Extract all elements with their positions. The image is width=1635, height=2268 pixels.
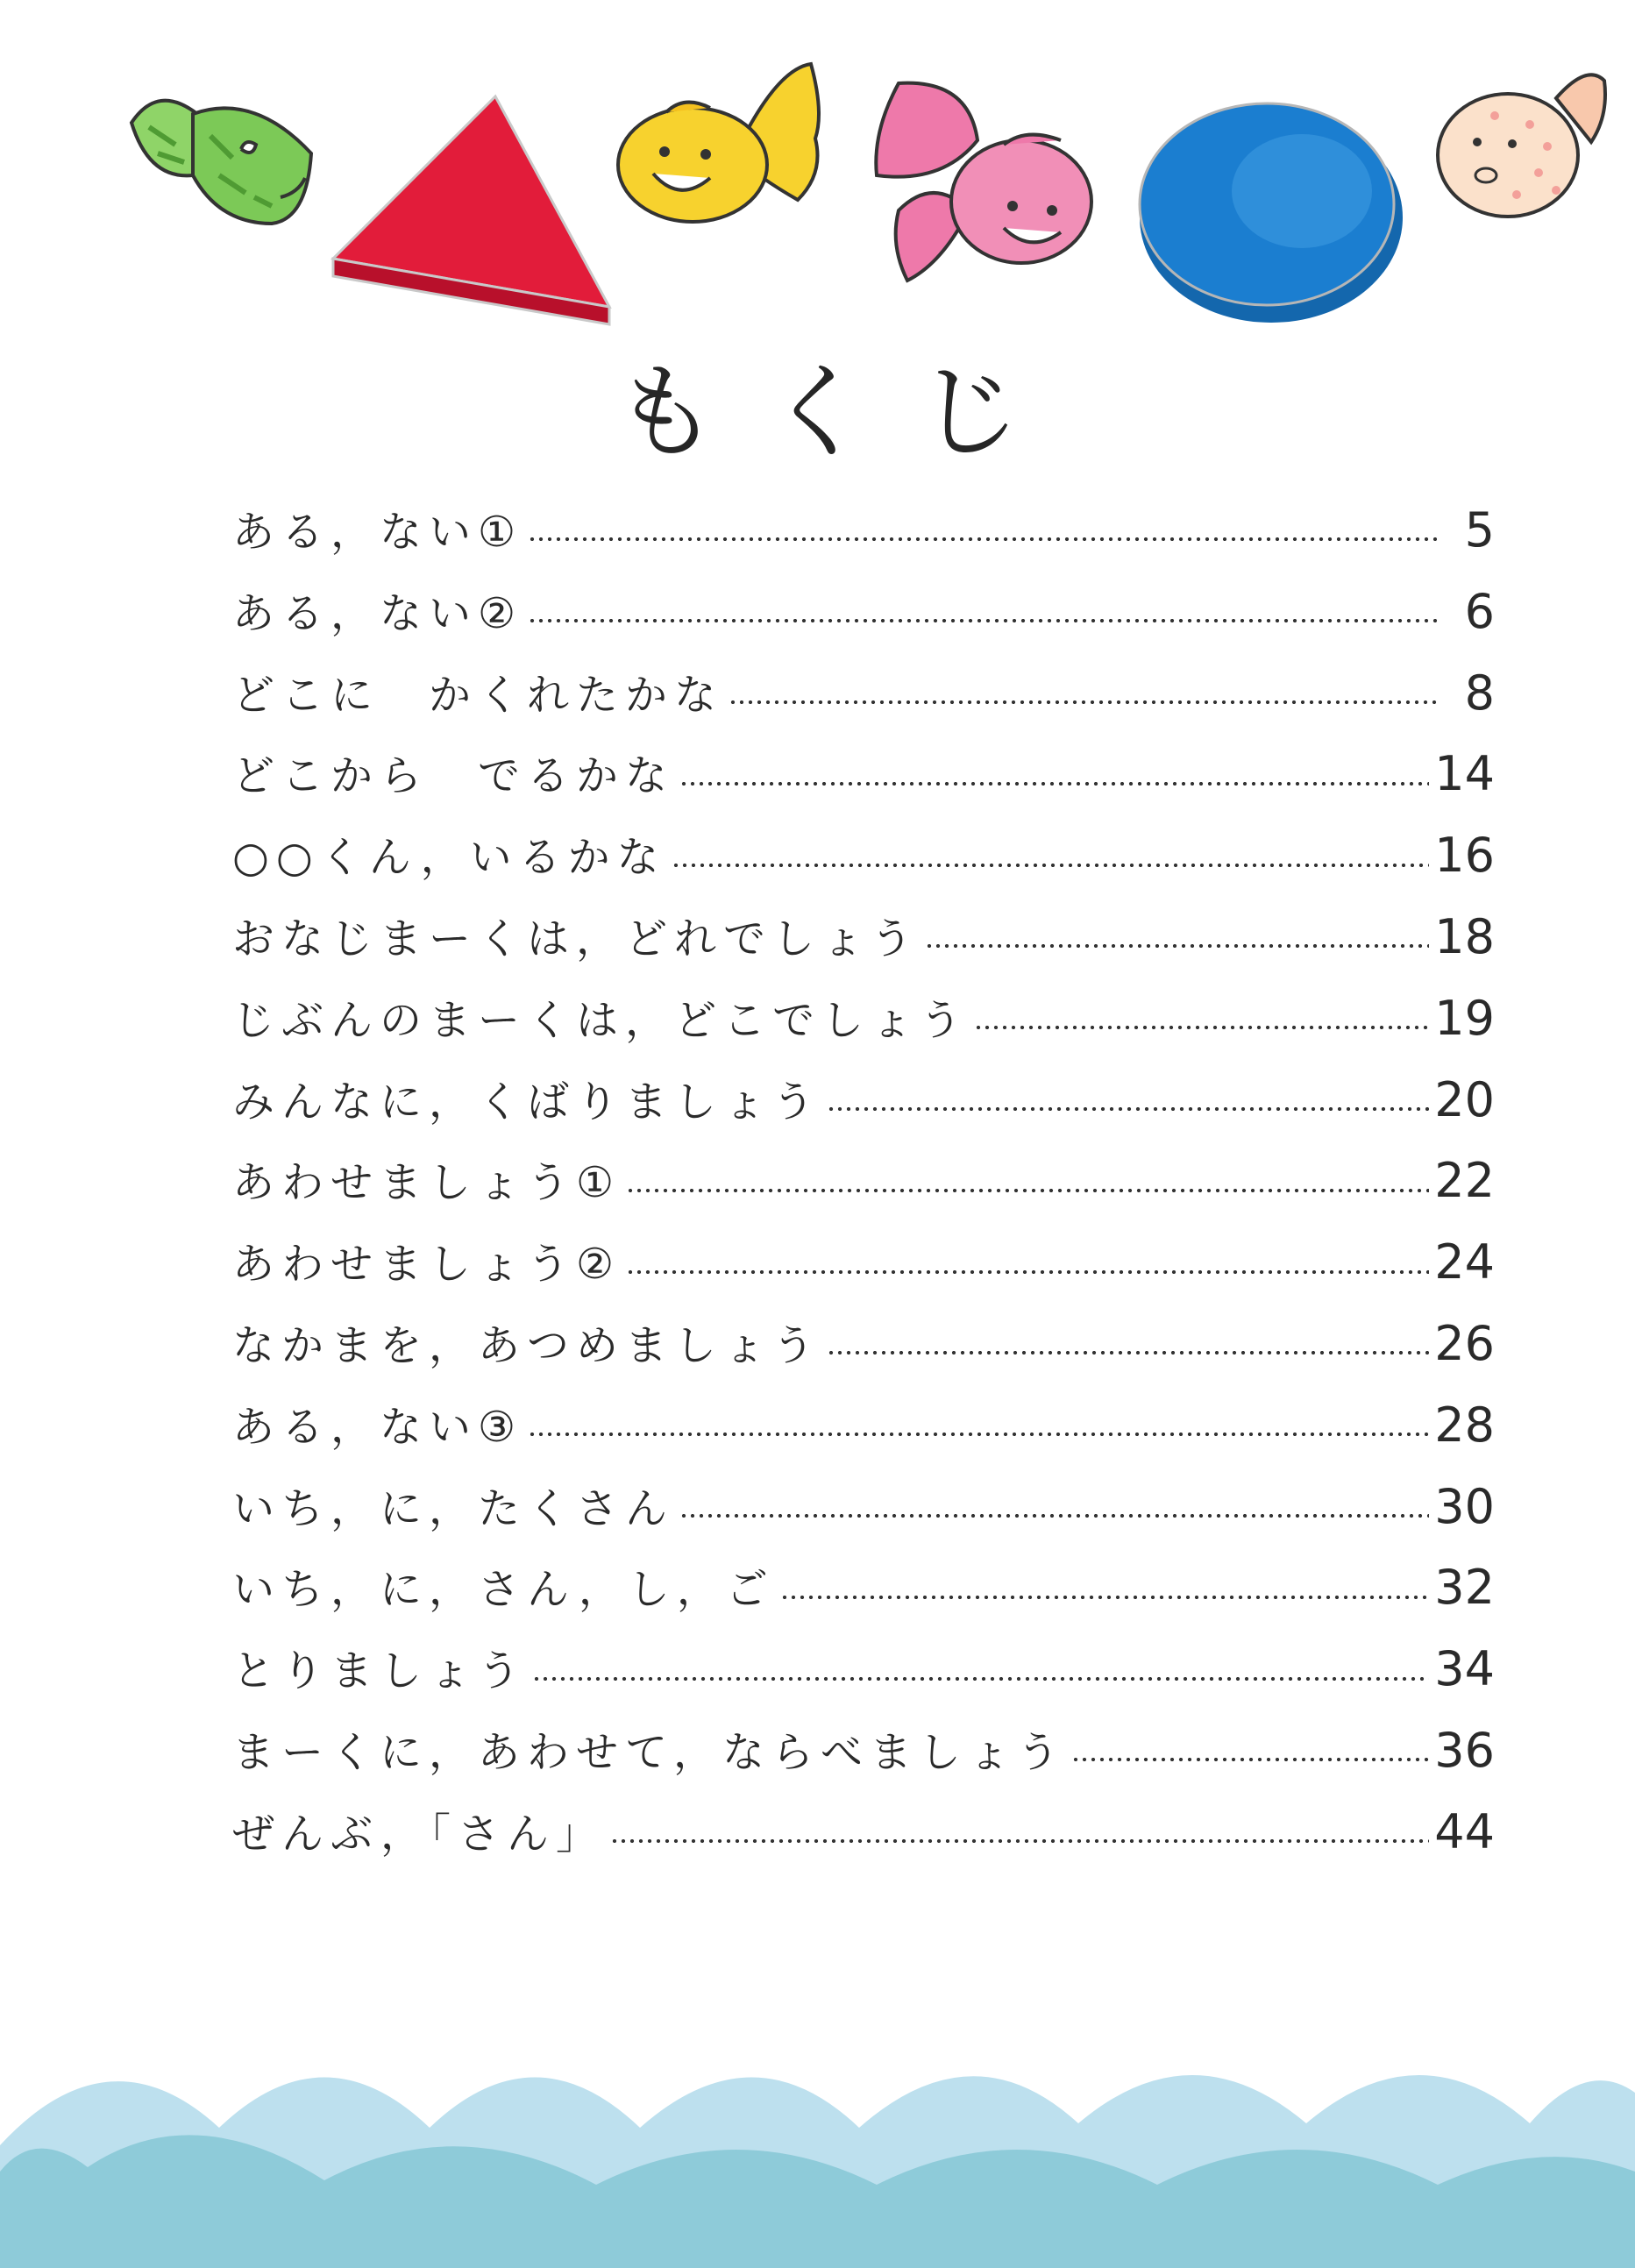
toc-entry[interactable] (232, 1065, 1495, 1147)
toc-entry-page: 18 (1434, 908, 1495, 964)
blue-circle-illustration (1135, 95, 1407, 327)
toc-entry-label: いち，に，たくさん (232, 1483, 675, 1533)
toc-entry[interactable] (232, 902, 1495, 984)
toc-entry-label: ある，ない③ (232, 1402, 523, 1452)
yellow-fish-illustration (614, 60, 824, 231)
toc-entry-label: とりましょう (232, 1646, 528, 1696)
dot-leader (528, 537, 1437, 541)
toc-entry[interactable] (232, 1309, 1495, 1390)
dot-leader (528, 619, 1437, 622)
table-of-contents (232, 495, 1495, 1879)
toc-entry[interactable] (232, 1634, 1495, 1716)
toc-entry[interactable] (232, 739, 1495, 821)
toc-entry-page: 19 (1434, 990, 1495, 1046)
toc-entry[interactable] (232, 821, 1495, 902)
toc-entry-page: 8 (1464, 665, 1495, 721)
toc-entry-label: じぶんのまーくは，どこでしょう (232, 995, 970, 1045)
toc-entry-page: 30 (1434, 1478, 1495, 1534)
toc-entry-label: あわせましょう① (232, 1158, 622, 1208)
dot-leader (626, 1189, 1429, 1192)
toc-entry-page: 6 (1464, 583, 1495, 639)
dot-leader (532, 1677, 1429, 1681)
toc-entry-page: 24 (1434, 1234, 1495, 1290)
dot-leader (780, 1596, 1429, 1599)
dot-leader (679, 1514, 1429, 1518)
toc-entry-page: 14 (1434, 746, 1495, 802)
toc-entry-label: ○○くん，いるかな (232, 833, 666, 883)
dot-leader (827, 1351, 1429, 1354)
toc-entry[interactable] (232, 1472, 1495, 1553)
toc-entry-label: ある，ない② (232, 588, 523, 638)
toc-entry-page: 36 (1434, 1722, 1495, 1778)
toc-entry-page: 22 (1434, 1153, 1495, 1209)
dot-leader (729, 700, 1437, 704)
toc-entry-label: みんなに，くばりましょう (232, 1077, 822, 1127)
dot-leader (626, 1270, 1429, 1274)
toc-entry-page: 34 (1434, 1641, 1495, 1697)
toc-entry-label: ぜんぶ，「さん」 (232, 1809, 605, 1859)
dot-leader (925, 944, 1429, 948)
toc-entry[interactable] (232, 1797, 1495, 1879)
toc-entry[interactable] (232, 1716, 1495, 1797)
toc-entry[interactable] (232, 1553, 1495, 1634)
header-illustrations (0, 0, 1635, 342)
toc-entry[interactable] (232, 658, 1495, 740)
toc-entry-label: あわせましょう② (232, 1240, 622, 1290)
toc-entry[interactable] (232, 984, 1495, 1065)
toc-entry[interactable] (232, 577, 1495, 658)
toc-entry[interactable] (232, 1227, 1495, 1309)
toc-entry-page: 26 (1434, 1315, 1495, 1371)
dot-leader (610, 1839, 1429, 1843)
dot-leader (679, 782, 1429, 786)
dot-leader (827, 1107, 1429, 1111)
toc-entry[interactable] (232, 1390, 1495, 1472)
pufferfish-illustration (1433, 63, 1609, 225)
dot-leader (1071, 1758, 1429, 1761)
toc-entry-page: 20 (1434, 1071, 1495, 1127)
toc-entry-label: どこに かくれたかな (232, 670, 724, 720)
ocean-waves (0, 2040, 1635, 2268)
green-fish-illustration (123, 75, 324, 232)
toc-entry-label: まーくに，あわせて，ならべましょう (232, 1727, 1067, 1777)
dot-leader (528, 1433, 1429, 1436)
toc-entry-label: いち，に，さん，し，ご (232, 1565, 775, 1615)
toc-entry-page: 16 (1434, 828, 1495, 884)
toc-entry-page: 28 (1434, 1397, 1495, 1453)
toc-entry-label: どこから でるかな (232, 751, 675, 801)
dot-leader (974, 1026, 1429, 1029)
toc-entry-page: 32 (1434, 1560, 1495, 1616)
pink-goldfish-illustration (872, 79, 1100, 289)
toc-entry-page: 44 (1434, 1803, 1495, 1859)
toc-entry[interactable] (232, 1146, 1495, 1227)
page-title: もくじ (614, 352, 1070, 473)
dot-leader (672, 864, 1430, 867)
toc-entry[interactable] (232, 495, 1495, 577)
red-triangle-illustration (329, 92, 618, 329)
toc-entry-label: なかまを，あつめましょう (232, 1320, 822, 1370)
toc-entry-page: 5 (1464, 502, 1495, 558)
toc-entry-label: ある，ない① (232, 508, 523, 557)
toc-entry-label: おなじまーくは，どれでしょう (232, 914, 921, 963)
